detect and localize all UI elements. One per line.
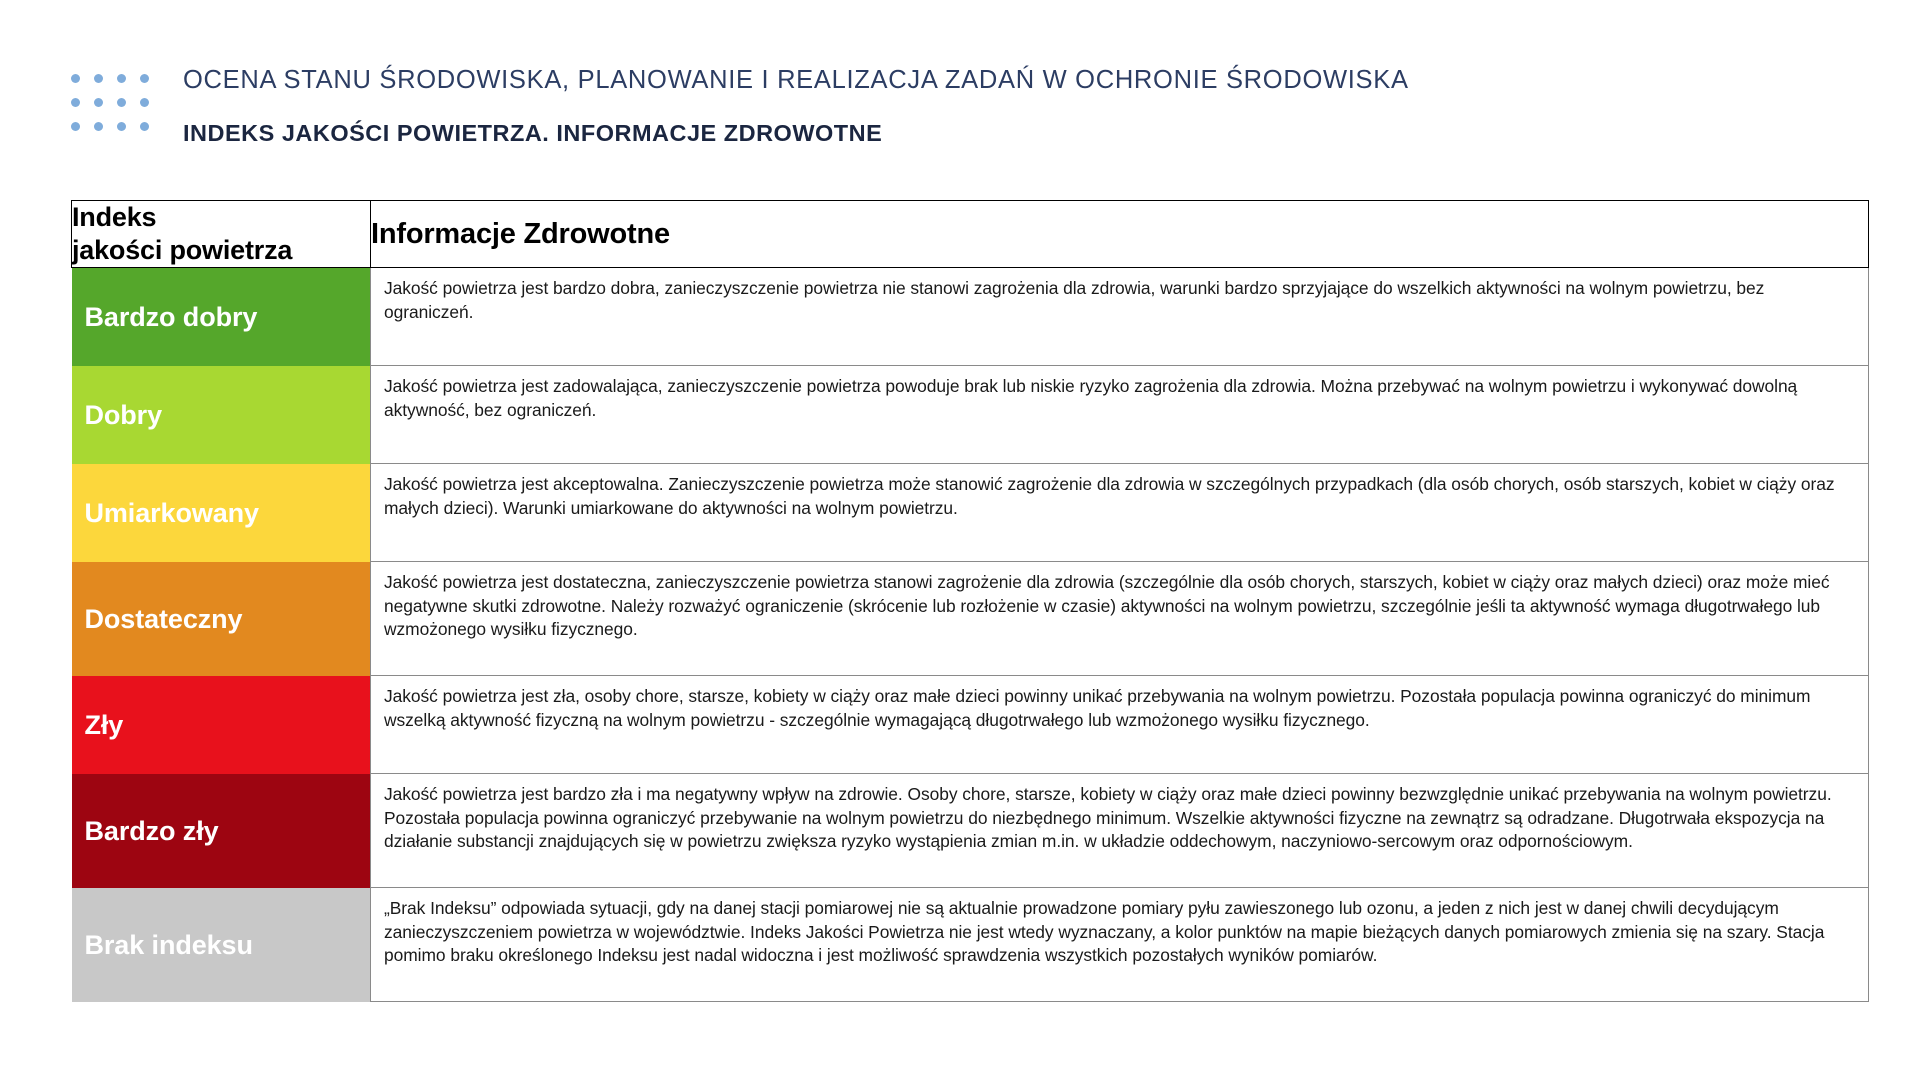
dot bbox=[71, 74, 80, 83]
health-info-text: Jakość powietrza jest bardzo dobra, zanieczyszczenie powietrza nie stanowi zagrożenia dla zdrowia, warunki bardzo sprzyjające do wszelkich aktywności na wolnym powietrzu, bez ograniczeń. bbox=[384, 278, 1765, 322]
table-header-row bbox=[72, 201, 1869, 268]
category-label: Bardzo zły bbox=[84, 815, 219, 846]
health-info-cell bbox=[371, 774, 1869, 888]
header-text-block bbox=[183, 63, 1783, 148]
dot bbox=[140, 98, 149, 107]
column-header-index bbox=[72, 201, 371, 268]
category-label: Dostateczny bbox=[84, 603, 243, 634]
category-swatch-dostateczny bbox=[72, 562, 371, 676]
dot bbox=[71, 122, 80, 131]
health-info-text: Jakość powietrza jest bardzo zła i ma negatywny wpływ na zdrowie. Osoby chore, starsze, kobiety w ciąży oraz małe dzieci powinny bezwzględnie unikać przebywania na wolnym powietrzu. Pozostała populacja powinna ograniczyć przebywanie na wolnym powietrzu do niezbędnego minimum. Wszelkie aktywności fizyczne na zewnątrz są odradzane. Długotrwała ekspozycja na działanie substancji znajdujących się w powietrzu zwiększa ryzyko wystąpienia zmian m.in. w układzie oddechowym, naczyniowo-sercowym oraz odpornościowym. bbox=[384, 784, 1832, 851]
dot-grid-icon bbox=[71, 74, 163, 146]
category-label: Zły bbox=[84, 709, 124, 740]
column-header-index-line1: Indeks bbox=[72, 202, 157, 232]
table-row bbox=[72, 366, 1869, 464]
health-info-text: Jakość powietrza jest zadowalająca, zanieczyszczenie powietrza powoduje brak lub niskie ryzyko zagrożenia dla zdrowia. Można przebywać na wolnym powietrzu i wykonywać dowolną aktywność, bez ograniczeń. bbox=[384, 376, 1798, 420]
health-info-cell bbox=[371, 888, 1869, 1002]
category-swatch-zly bbox=[72, 676, 371, 774]
air-quality-index-table bbox=[71, 200, 1869, 1002]
health-info-cell bbox=[371, 268, 1869, 366]
dot bbox=[94, 122, 103, 131]
health-info-text: Jakość powietrza jest zła, osoby chore, starsze, kobiety w ciąży oraz małe dzieci powinny unikać przebywania na wolnym powietrzu. Pozostała populacja powinna ograniczyć do minimum wszelką aktywność fizyczną na wolnym powietrzu - szczególnie wymagającą długotrwałego lub wzmożonego wysiłku fizycznego. bbox=[384, 686, 1811, 730]
category-label: Umiarkowany bbox=[84, 497, 259, 528]
health-info-text: „Brak Indeksu” odpowiada sytuacji, gdy na danej stacji pomiarowej nie są aktualnie prowadzone pomiary pyłu zawieszonego lub ozonu, a jeden z nich jest w danej chwili decydującym zanieczyszczeniem powietrza w województwie. Indeks Jakości Powietrza nie jest wtedy wyznaczany, a kolor punktów na mapie bieżących danych pomiarowych zmienia się na szary. Stacja pomimo braku określonego Indeksu jest nadal widoczna i jest możliwość sprawdzenia wszystkich pozostałych wyników pomiarów. bbox=[384, 898, 1825, 965]
category-swatch-brak-indeksu bbox=[72, 888, 371, 1002]
table-body bbox=[72, 268, 1869, 1002]
category-swatch-bardzo-dobry bbox=[72, 268, 371, 366]
health-info-cell bbox=[371, 366, 1869, 464]
dot bbox=[94, 98, 103, 107]
health-info-cell bbox=[371, 562, 1869, 676]
dot bbox=[117, 74, 126, 83]
column-header-index-line2: jakości powietrza bbox=[72, 235, 293, 265]
page-supertitle: OCENA STANU ŚRODOWISKA, PLANOWANIE I REALIZACJA ZADAŃ W OCHRONIE ŚRODOWISKA bbox=[183, 66, 1409, 94]
category-label: Dobry bbox=[84, 399, 163, 430]
dot bbox=[117, 122, 126, 131]
category-swatch-umiarkowany bbox=[72, 464, 371, 562]
category-swatch-bardzo-zly bbox=[72, 774, 371, 888]
column-header-health-info: Informacje Zdrowotne bbox=[371, 201, 1869, 268]
table-row bbox=[72, 268, 1869, 366]
table-row bbox=[72, 464, 1869, 562]
table-row bbox=[72, 888, 1869, 1002]
table-row bbox=[72, 774, 1869, 888]
table-row bbox=[72, 562, 1869, 676]
health-info-text: Jakość powietrza jest dostateczna, zanieczyszczenie powietrza stanowi zagrożenie dla zdrowia (szczególnie dla osób chorych, starszych, kobiet w ciąży oraz małych dzieci) oraz może mieć negatywne skutki zdrowotne. Należy rozważyć ograniczenie (skrócenie lub rozłożenie w czasie) aktywności na wolnym powietrzu, szczególnie jeśli ta aktywność wymaga długotrwałego lub wzmożonego wysiłku fizycznego. bbox=[384, 572, 1830, 639]
dot bbox=[140, 74, 149, 83]
dot bbox=[71, 98, 80, 107]
health-info-cell bbox=[371, 676, 1869, 774]
page-header bbox=[0, 0, 1920, 200]
dot bbox=[94, 74, 103, 83]
table-row bbox=[72, 676, 1869, 774]
dot bbox=[140, 122, 149, 131]
category-label: Bardzo dobry bbox=[84, 301, 258, 332]
health-info-text: Jakość powietrza jest akceptowalna. Zanieczyszczenie powietrza może stanowić zagrożenie dla zdrowia w szczególnych przypadkach (dla osób chorych, osób starszych, kobiet w ciąży oraz małych dzieci). Warunki umiarkowane do aktywności na wolnym powietrzu. bbox=[384, 474, 1835, 518]
dot bbox=[117, 98, 126, 107]
category-label: Brak indeksu bbox=[84, 929, 253, 960]
category-swatch-dobry bbox=[72, 366, 371, 464]
health-info-cell bbox=[371, 464, 1869, 562]
page-title: INDEKS JAKOŚCI POWIETRZA. INFORMACJE ZDROWOTNE bbox=[183, 120, 883, 146]
